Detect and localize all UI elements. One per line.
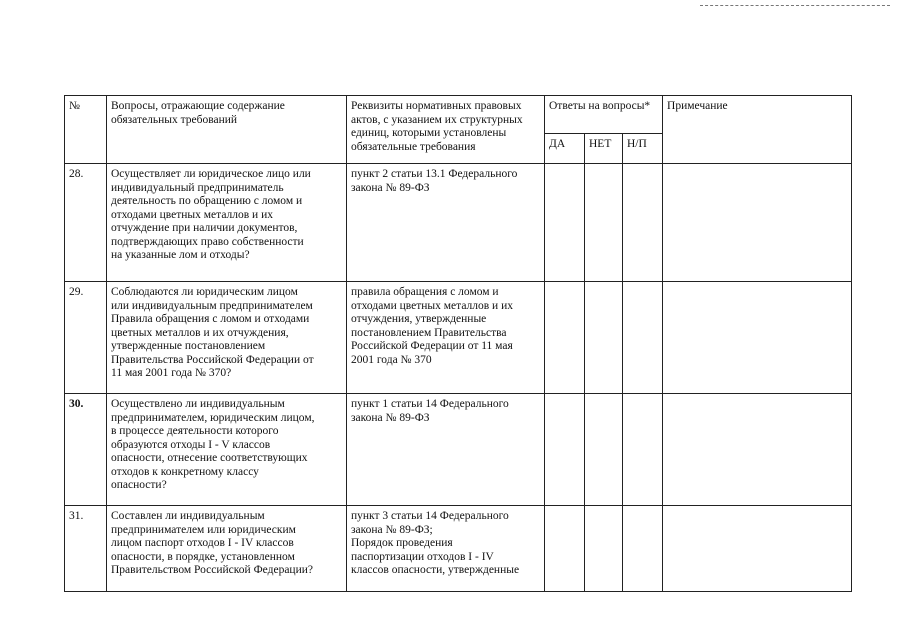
answer-na-cell[interactable] [623,164,663,282]
answer-no-cell[interactable] [585,282,623,394]
header-row [65,96,852,134]
answer-no-cell[interactable] [585,506,623,592]
table-row [65,394,852,506]
row-requisites: пункт 1 статьи 14 Федерального закона № 89-ФЗ [347,394,545,506]
answer-no-cell[interactable] [585,394,623,506]
header-no: НЕТ [585,134,623,164]
answer-yes-cell[interactable] [545,282,585,394]
row-number: 28. [65,164,107,282]
answer-yes-cell[interactable] [545,164,585,282]
header-number: № [65,96,107,164]
row-requisites: пункт 2 статьи 13.1 Федерального закона № 89-ФЗ [347,164,545,282]
header-na: Н/П [623,134,663,164]
row-requisites: пункт 3 статьи 14 Федерального закона № 89-ФЗ; Порядок проведения паспортизации отходов I - IV классов опасности, утвержденные [347,506,545,592]
answer-yes-cell[interactable] [545,394,585,506]
note-cell[interactable] [663,506,852,592]
row-question: Соблюдаются ли юридическим лицом или индивидуальным предпринимателем Правила обращения с ломом и отходами цветных металлов и их отчуждения, утвержденные постановлением Правительства Российской Федерации от 11 мая 2001 года № 370? [107,282,347,394]
table-row [65,282,852,394]
header-requisites: Реквизиты нормативных правовых актов, с указанием их структурных единиц, которыми установлены обязательные требования [347,96,545,164]
header-note: Примечание [663,96,852,164]
row-question: Осуществляет ли юридическое лицо или индивидуальный предприниматель деятельность по обращению с ломом и отходами цветных металлов и их отчуждение при наличии документов, подтверждающих право собственности на указанные лом и отходы? [107,164,347,282]
answer-na-cell[interactable] [623,506,663,592]
note-cell[interactable] [663,164,852,282]
row-number: 29. [65,282,107,394]
table-row [65,164,852,282]
row-number: 30. [65,394,107,506]
answer-yes-cell[interactable] [545,506,585,592]
header-yes: ДА [545,134,585,164]
row-question: Осуществлено ли индивидуальным предпринимателем, юридическим лицом, в процессе деятельности которого образуются отходы I - V классов опасности, отнесение соответствующих отходов к конкретному классу опасности? [107,394,347,506]
header-question: Вопросы, отражающие содержание обязательных требований [107,96,347,164]
answer-na-cell[interactable] [623,394,663,506]
answer-na-cell[interactable] [623,282,663,394]
row-number: 31. [65,506,107,592]
note-cell[interactable] [663,282,852,394]
row-question: Составлен ли индивидуальным предпринимателем или юридическим лицом паспорт отходов I - IV классов опасности, в порядке, установленном Правительством Российской Федерации? [107,506,347,592]
note-cell[interactable] [663,394,852,506]
answer-no-cell[interactable] [585,164,623,282]
table-row [65,506,852,592]
scan-edge-mark [700,5,890,8]
header-answers: Ответы на вопросы* [545,96,663,134]
row-requisites: правила обращения с ломом и отходами цветных металлов и их отчуждения, утвержденные постановлением Правительства Российской Федерации от 11 мая 2001 года № 370 [347,282,545,394]
checklist-table [64,95,852,592]
